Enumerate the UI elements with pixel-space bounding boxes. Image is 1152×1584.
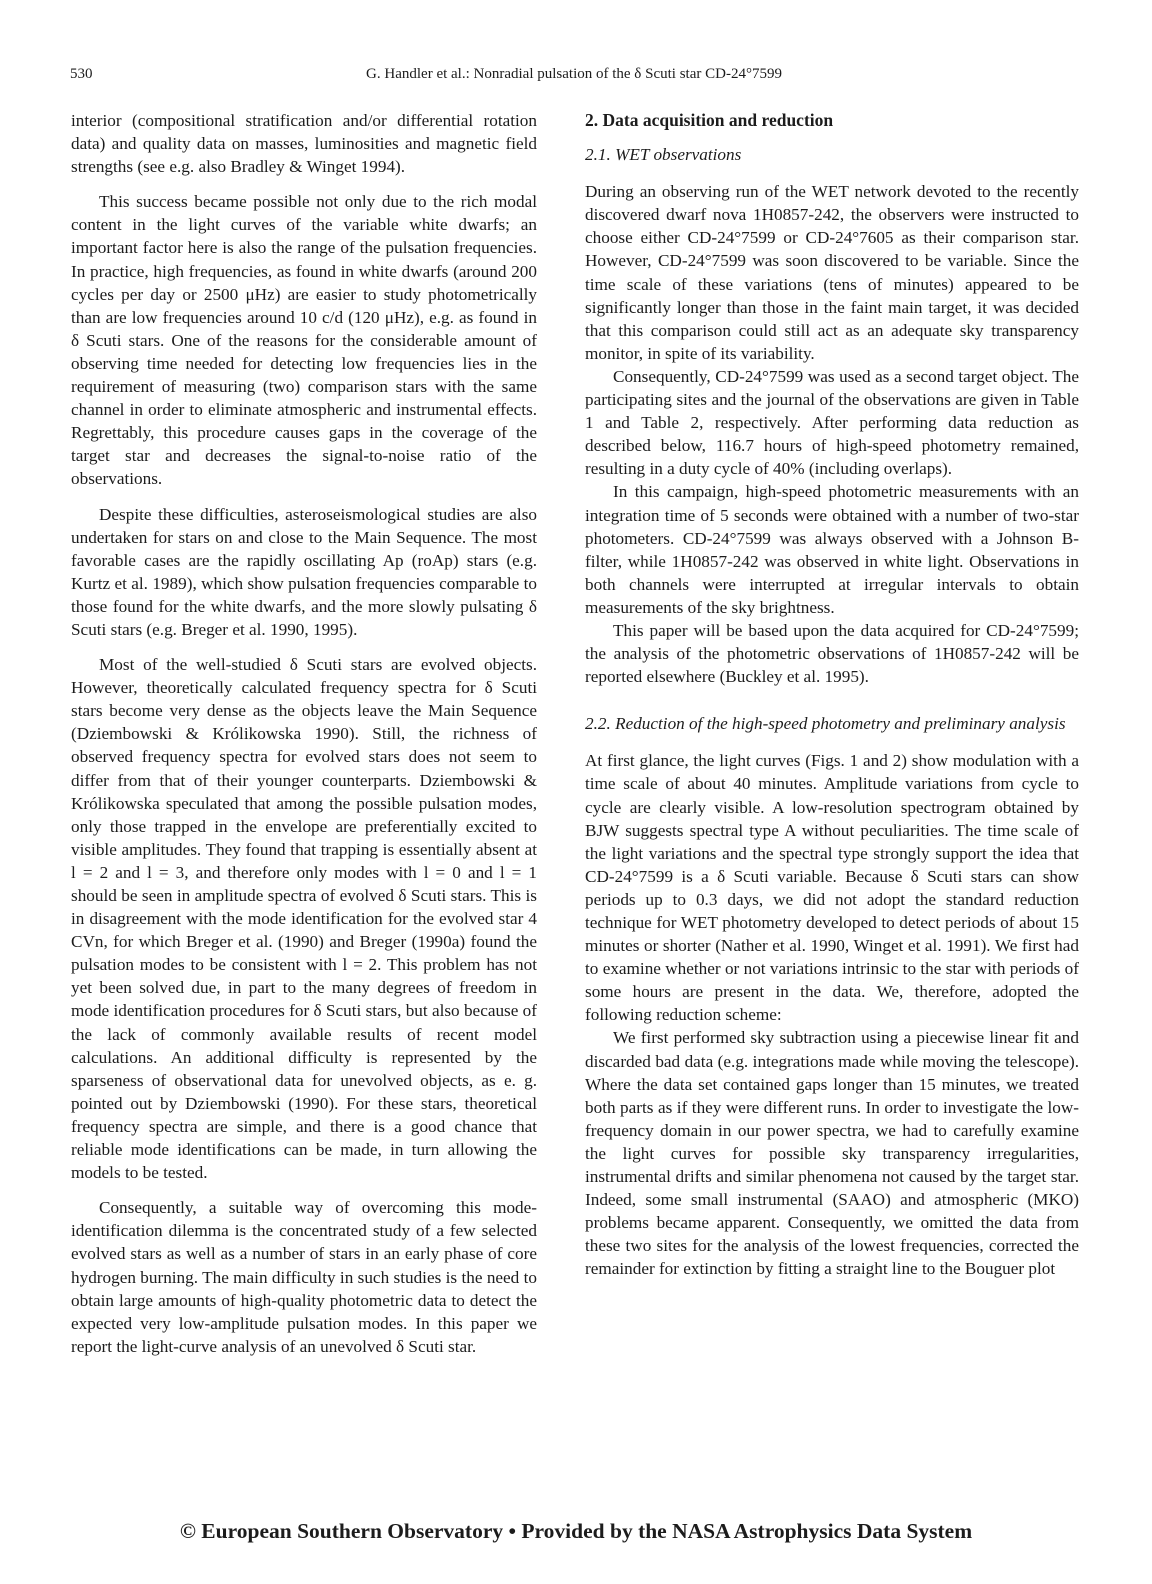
paragraph: This paper will be based upon the data acquired for CD-24°7599; the analysis of the photometric observations of 1H0857-242 will be reported elsewhere (Buckley et al. 1995). bbox=[585, 620, 1079, 687]
paragraph: Consequently, CD-24°7599 was used as a second target object. The participating sites and the journal of the observations are given in Table 1 and Table 2, respectively. After performing data reduction as described below, 116.7 hours of high-speed photometry remained, resulting in a duty cycle of 40% (including overlaps). bbox=[585, 366, 1079, 479]
paragraph: This success became possible not only due to the rich modal content in the light curves of the variable white dwarfs; an important factor here is also the range of the pulsation frequencies. In practice, high frequencies, as found in white dwarfs (around 200 cycles per day or 2500 μHz) are easier to study photometrically than are low frequencies around 10 c/d (120 μHz), e.g. as found in δ Scuti stars. One of the reasons for the considerable amount of observing time needed for detecting low frequencies lies in the requirement of measuring (two) comparison stars with the same channel in order to eliminate atmospheric and instrumental effects. Regrettably, this procedure causes gaps in the coverage of the target star and decreases the signal-to-noise ratio of the observations. bbox=[71, 192, 537, 489]
paragraph: We first performed sky subtraction using a piecewise linear fit and discarded bad data (e.g. integrations made while moving the telescope). Where the data set contained gaps longer than 15 minutes, we treated both parts as if they were different runs. In order to investigate the low-frequency domain in our power spectra, we had to carefully examine the light curves for possible sky transparency irregularities, instrumental drifts and similar phenomena not caused by the target star. Indeed, some small instrumental (SAAO) and atmospheric (MKO) problems became apparent. Consequently, we omitted the data from these two sites for the analysis of the lowest frequencies, corrected the remainder for extinction by fitting a straight line to the Bouguer plot bbox=[585, 1028, 1079, 1279]
left-column bbox=[71, 109, 537, 1358]
paragraph: During an observing run of the WET network devoted to the recently discovered dwarf nova 1H0857-242, the observers were instructed to choose either CD-24°7599 or CD-24°7605 as their comparison star. However, CD-24°7599 was soon discovered to be variable. Since the time scale of these variations (tens of minutes) appeared to be significantly longer than those in the faint main target, it was decided that this comparison could still act as an adequate sky transparency monitor, in spite of its variability. bbox=[585, 182, 1079, 363]
paragraph: At first glance, the light curves (Figs. 1 and 2) show modulation with a time scale of about 40 minutes. Amplitude variations from cycle to cycle are clearly visible. A low-resolution spectrogram obtained by BJW suggests spectral type A without peculiarities. The time scale of the light variations and the spectral type strongly support the idea that CD-24°7599 is a δ Scuti variable. Because δ Scuti stars can show periods up to 0.3 days, we did not adopt the standard reduction technique for WET photometry developed to detect periods of about 15 minutes or shorter (Nather et al. 1990, Winget et al. 1991). We first had to examine whether or not variations intrinsic to the star with periods of some hours are present in the data. We, therefore, adopted the following reduction scheme: bbox=[585, 751, 1079, 1025]
page-header bbox=[70, 66, 1078, 88]
footer-credit: © European Southern Observatory • Provided by the NASA Astrophysics Data System bbox=[179, 1519, 973, 1543]
paragraph: In this campaign, high-speed photometric measurements with an integration time of 5 seconds were obtained with a number of two-star photometers. CD-24°7599 was always observed with a Johnson B-filter, while 1H0857-242 was observed in white light. Observations in both channels were interrupted at irregular intervals to obtain measurements of the sky brightness. bbox=[585, 482, 1079, 617]
paragraph: Despite these difficulties, asteroseismological studies are also undertaken for stars on and close to the Main Sequence. The most favorable cases are the rapidly oscillating Ap (roAp) stars (e.g. Kurtz et al. 1989), which show pulsation frequencies comparable to those found for the white dwarfs, and the more slowly pulsating δ Scuti stars (e.g. Breger et al. 1990, 1995). bbox=[71, 504, 537, 639]
running-title: G. Handler et al.: Nonradial pulsation of the δ Scuti star CD-24°7599 bbox=[366, 66, 782, 82]
subsection-heading: 2.2. Reduction of the high-speed photometry and preliminary analysis bbox=[585, 714, 1066, 734]
paragraph: interior (compositional stratification and/or differential rotation data) and quality data on masses, luminosities and magnetic field strengths (see e.g. also Bradley & Winget 1994). bbox=[71, 111, 537, 177]
subsection-heading: 2.1. WET observations bbox=[585, 145, 742, 165]
paragraph: Most of the well-studied δ Scuti stars are evolved objects. However, theoretically calculated frequency spectra for δ Scuti stars become very dense as the objects leave the Main Sequence (Dziembowski & Królikowska 1990). Still, the richness of observed frequency spectra for evolved stars does not seem to differ from that of their younger counterparts. Dziembowski & Królikowska speculated that among the possible pulsation modes, only those trapped in the envelope are preferentially excited to visible amplitudes. They found that trapping is essentially absent at l = 2 and l = 3, and therefore only modes with l = 0 and l = 1 should be seen in amplitude spectra of evolved δ Scuti stars. This is in disagreement with the mode identification for the evolved star 4 CVn, for which Breger et al. (1990) and Breger (1990a) found the pulsation modes to be consistent with l = 2. This problem has not yet been solved due, in part to the many degrees of freedom in mode identification procedures for δ Scuti stars, but also because of the lack of commonly available results of recent model calculations. An additional difficulty is represented by the sparseness of observational data for unevolved objects, as e. g. pointed out by Dziembowski (1990). For these stars, theoretical frequency spectra are simple, and there is a good chance that reliable mode identifications can be made, in turn allowing the models to be tested. bbox=[71, 655, 537, 1183]
section-heading: 2. Data acquisition and reduction bbox=[585, 110, 834, 130]
paragraph: Consequently, a suitable way of overcoming this mode-identification dilemma is the concentrated study of a few selected evolved stars as well as a number of stars in an early phase of core hydrogen burning. The main difficulty in such studies is the need to obtain large amounts of high-quality photometric data to detect the expected very low-amplitude pulsation modes. In this paper we report the light-curve analysis of an unevolved δ Scuti star. bbox=[71, 1198, 537, 1356]
page-number: 530 bbox=[70, 66, 93, 82]
right-column bbox=[585, 109, 1079, 1281]
